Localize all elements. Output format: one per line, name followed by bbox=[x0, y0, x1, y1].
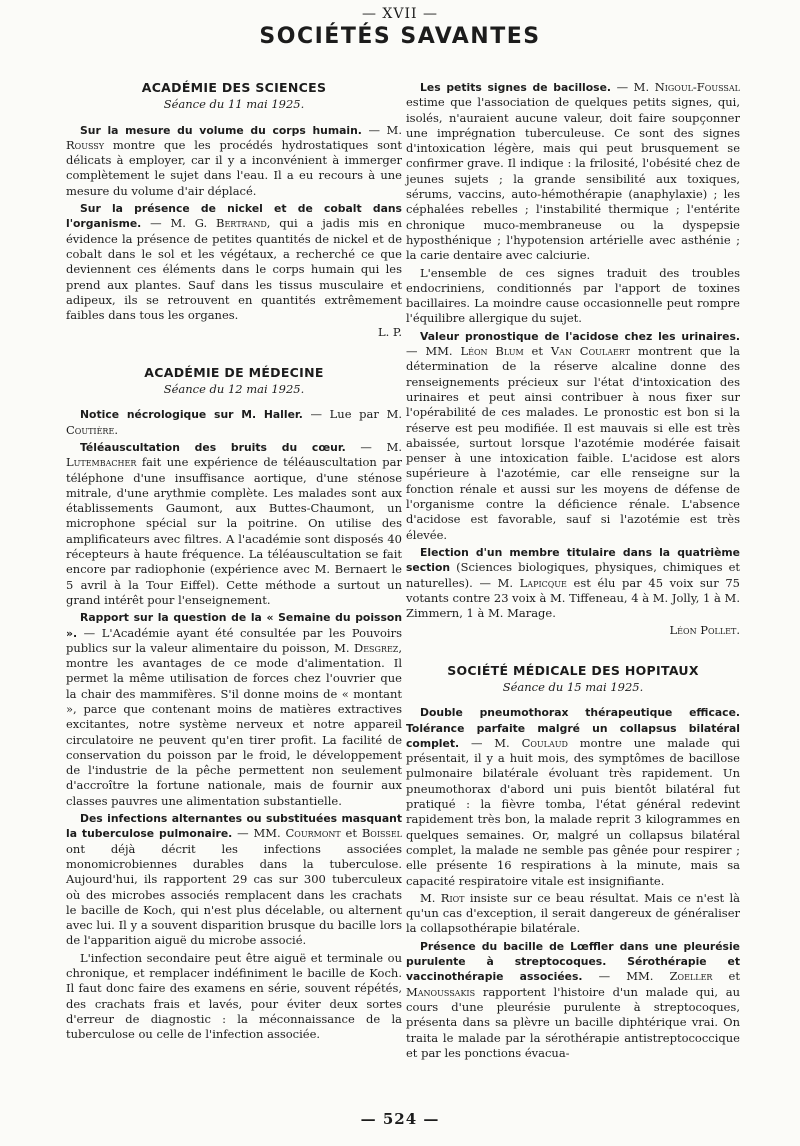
text: — M. G. bbox=[141, 216, 217, 231]
paragraph bbox=[66, 201, 402, 323]
paragraph bbox=[406, 705, 740, 889]
paragraph bbox=[406, 329, 740, 543]
text: — M. bbox=[611, 80, 655, 94]
paragraph-text: fait une expérience de téléauscultation par téléphone d'une insuffisance aortique, d'une sténose mitrale, d'une arythmie complète. Les malades sont aux établissements Gaumont, aux Buttes-Chaumont, un microphone spécial sur la poitrine. On utilise des amplificateurs avec filtres. A l'académie sont disposés 40 récepteurs à haute fréquence. La téléauscultation se fait encore par radiophonie (expérience avec M. Bernaert le 5 avril à la Tour Eiffel). Cette méthode a surtout un grand intérêt pour l'enseignement. bbox=[66, 455, 402, 607]
text: — MM. bbox=[582, 969, 670, 984]
author-name: Lutembacher bbox=[66, 455, 137, 470]
paragraph-title: Sur la présence de nickel et de cobalt dans l'organisme. bbox=[66, 202, 402, 231]
paragraph bbox=[66, 407, 402, 438]
page-title: SOCIÉTÉS SAVANTES bbox=[259, 24, 541, 49]
paragraph bbox=[406, 545, 740, 621]
author-name: Lapicque bbox=[519, 575, 567, 590]
text: . bbox=[114, 422, 118, 437]
paragraph-title: Notice nécrologique sur M. Haller. bbox=[80, 408, 303, 422]
paragraph-text: montre une malade qui présentait, il y a huit mois, des symptômes de bacillose pulmonaire bilatérale évoluant très rapidement. Un pneumothorax d'abord uni puis bientôt bilatéral fut pratiqué : la fièvre tomba, l'état général redevint rapidement très bon, la malade reprit 3 kilogrammes en quelques semaines. Or, malgré un collapsus bilatéral complet, la malade ne semble pas gênée pour respirer ; elle présente 16 respirations à la minute, mais sa capacité respiratoire vitale est insignifiante. bbox=[406, 735, 740, 888]
text: — M. bbox=[345, 439, 403, 454]
paragraph-text: rapportent l'histoire d'un malade qui, au cours d'une pleurésie purulente à streptocoques, présenta dans sa plèvre un bacille diphtérique vrai. On traita le malade par la sérothérapie antistreptococcique et par les ponctions évacua- bbox=[406, 984, 740, 1060]
paragraph-title: Sur la mesure du volume du corps humain. bbox=[80, 123, 362, 137]
text: — M. bbox=[459, 735, 522, 750]
text: — Lue par M. bbox=[302, 407, 402, 422]
text: — L'Académie ayant été consultée par les Pouvoirs publics sur la valeur alimentaire du poisson, M. bbox=[66, 625, 402, 655]
text: M. bbox=[420, 890, 441, 905]
author-name: Boissel bbox=[361, 826, 402, 841]
paragraph-title: Valeur pronostique de l'acidose chez les urinaires. bbox=[420, 329, 740, 343]
paragraph-text: estime que l'association de quelques petits signes, qui, isolés, n'auraient aucune valeur, doit faire soupçonner une imprégnation tuberculeuse. Ce sont des signes d'intoxication légère, mais qui peut brusquement se confirmer grave. Il indique : la frilosité, l'obésité chez de jeunes sujets ; la grande sensibilité aux toxiques, sérums, vaccins, auto-hémothérapie (anaphylaxie) ; les céphalées rebelles ; l'instabilité thermique ; l'entérite chronique muco-membraneuse ou la dyspepsie hyposthénique ; l'hypotension artérielle avec asthénie ; la carie dentaire avec calciurie. bbox=[406, 95, 740, 263]
author-name: Zoeller bbox=[669, 969, 713, 984]
paragraph-text: , montre les avantages de ce mode d'alimentation. Il permet la même utilisation de forces chez l'ouvrier que la chair des mammifères. S'il donne moins de « montant », parce que contenant moins de matières extractives excitantes, notre système nerveux et notre appareil circulatoire ne peuvent qu'en tirer profit. La facilité de conservation du poisson par le froid, le développement de l'industrie de la pêche permettent non seulement d'accroître la fortune nationale, mais de fournir aux classes pauvres une alimentation substantielle. bbox=[66, 640, 402, 808]
author-name: Coutière bbox=[66, 422, 115, 437]
left-column bbox=[66, 80, 402, 1045]
text: et bbox=[712, 969, 740, 984]
text: — MM. bbox=[406, 344, 461, 359]
text: et bbox=[340, 826, 362, 841]
section-title-academie-sciences: ACADÉMIE DES SCIENCES bbox=[141, 80, 327, 95]
paragraph bbox=[406, 891, 740, 937]
author-name: Coulaud bbox=[521, 735, 568, 750]
paragraph: L'infection secondaire peut être aiguë et terminale ou chronique, et remplacer indéfiniment le bacille de Koch. Il faut donc faire des examens en série, souvent répétés, des crachats frais et lavés, pour éviter deux sortes d'erreur de diagnostic : la méconnaissance de la tuberculose ou celle de l'infection associée. bbox=[66, 950, 402, 1042]
paragraph-title: Rapport sur la question de la « Semaine du poisson ». bbox=[66, 611, 402, 640]
paragraph-title: Les petits signes de bacillose. bbox=[420, 81, 611, 94]
author-name: Léon Blum bbox=[460, 344, 524, 359]
text: (Sciences biologiques, physiques, chimiques et naturelles). — M. bbox=[406, 560, 740, 590]
paragraph bbox=[66, 610, 402, 809]
author-name: Manoussakis bbox=[406, 984, 476, 999]
section-date: Séance du 11 mai 1925. bbox=[163, 97, 305, 112]
author-name: Desgrez bbox=[353, 640, 399, 655]
paragraph bbox=[66, 440, 402, 608]
right-column bbox=[406, 80, 740, 1063]
section-title-societe-hopitaux: SOCIÉTÉ MÉDICALE DES HOPITAUX bbox=[447, 662, 699, 678]
text: et bbox=[523, 344, 551, 359]
text: — MM. bbox=[232, 826, 286, 841]
paragraph-title: Double pneumothorax thérapeutique efficace. Tolérance parfaite malgré un collapsus bilatéral complet. bbox=[406, 706, 740, 750]
paragraph bbox=[66, 811, 402, 949]
paragraph-title: Téléauscultation des bruits du cœur. bbox=[80, 440, 346, 454]
section-date: Séance du 12 mai 1925. bbox=[163, 382, 305, 397]
paragraph-text: montre que les procédés hydrostatiques sont délicats à employer, car il y a inconvénient à immerger complètement le sujet dans l'eau. Il a eu recours à une mesure du volume d'air déplacé. bbox=[66, 137, 402, 198]
paragraph bbox=[66, 123, 402, 199]
signature: Léon Pollet. bbox=[669, 623, 740, 638]
paragraph bbox=[406, 80, 740, 264]
author-name: Nigoul-Foussal bbox=[654, 80, 740, 94]
author-name: Van Coulaert bbox=[550, 344, 631, 359]
author-name: Roussy bbox=[66, 137, 105, 152]
page-number: — 524 — bbox=[360, 1110, 440, 1128]
paragraph-text: , qui a jadis mis en évidence la présence de petites quantités de nickel et de cobalt dans le sol et les végétaux, a recherché ce que deviennent ces éléments dans le corps humain qui les prend aux plantes. Sauf dans les tissus musculaire et adipeux, ils se retrouvent en quantités extrêmement faibles dans tous les organes. bbox=[66, 216, 402, 323]
page-number-roman: — XVII — bbox=[361, 6, 439, 22]
paragraph bbox=[406, 939, 740, 1061]
paragraph-title: Election d'un membre titulaire dans la quatrième section bbox=[406, 545, 740, 575]
paragraph-title: Des infections alternantes ou substituées masquant la tuberculose pulmonaire. bbox=[66, 812, 402, 841]
signature: L. P. bbox=[377, 325, 402, 340]
paragraph: L'ensemble de ces signes traduit des troubles endocriniens, conditionnés par l'apport de toxines bacillaires. La moindre cause occasionnelle peut rompre l'équilibre allergique du sujet. bbox=[406, 265, 740, 326]
section-title-academie-medecine: ACADÉMIE DE MÉDECINE bbox=[144, 364, 324, 380]
text: — M. bbox=[361, 122, 402, 137]
author-name: Courmont bbox=[285, 826, 341, 841]
paragraph-text: est élu par 45 voix sur 75 votants contre 23 voix à M. Tiffeneau, 4 à M. Jolly, 1 à M. Zimmern, 1 à M. Marage. bbox=[406, 575, 740, 621]
paragraph-text: insiste sur ce beau résultat. Mais ce n'est là qu'un cas d'exception, il serait dangereux de généraliser la collapsothérapie bilatérale. bbox=[406, 890, 740, 936]
author-name: Bertrand bbox=[216, 216, 267, 231]
section-date: Séance du 15 mai 1925. bbox=[502, 679, 644, 694]
paragraph-title: Présence du bacille de Lœffler dans une pleurésie purulente à streptocoques. Sérothérapie et vaccinothérapie associées. bbox=[406, 939, 740, 984]
author-name: Riot bbox=[440, 890, 465, 905]
paragraph-text: montrent que la détermination de la réserve alcaline donne des renseignements précieux sur l'état d'intoxication des urinaires et peut ainsi contribuer à nous fixer sur l'opérabilité de ces malades. Le pronostic est bon si la réserve est peu modifiée. Il est mauvais si elle est très abaissée, surtout lorsque l'azotémie modérée faisait penser à une intoxication faible. L'acidose est alors supérieure à l'azotémie, car elle renseigne sur la fonction rénale et aussi sur les moyens de défense de l'organisme contre la déficience rénale. L'absence d'acidose est favorable, sauf si l'azotémie est très élevée. bbox=[406, 344, 740, 542]
paragraph-text: ont déjà décrit les infections associées monomicrobiennes durables dans la tuberculose. Aujourd'hui, ils rapportent 29 cas sur 300 tuberculeux où des microbes associés remplacent dans les crachats le bacille de Koch, qui n'est plus décelable, ou alternent avec lui. Il y a souvent disparition brusque du bacille lors de l'apparition aiguë du microbe associé. bbox=[66, 841, 402, 948]
